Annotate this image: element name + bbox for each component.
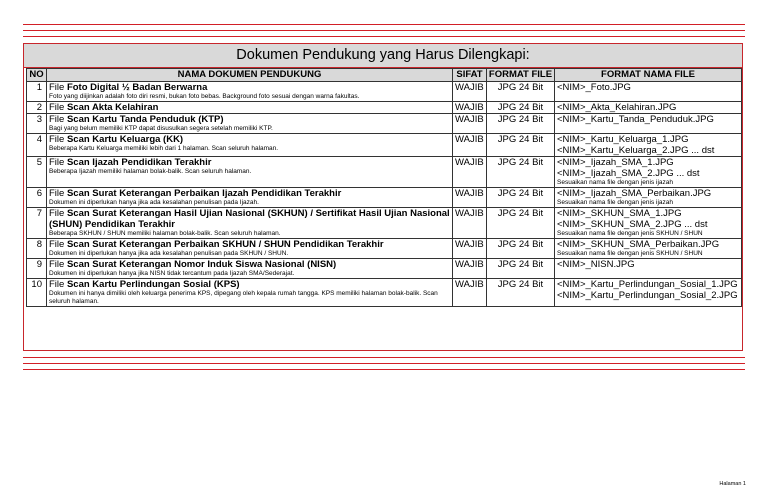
table-row <box>27 114 742 134</box>
document-title: Scan Surat Keterangan Perbaikan Ijazah Pendidikan Terakhir <box>66 188 342 199</box>
filename-cell <box>555 114 742 134</box>
table-row <box>27 188 742 208</box>
document-note: Bagi yang belum memiliki KTP dapat disusulkan segera setelah memiliki KTP. <box>49 125 273 132</box>
filename-cell <box>555 259 742 279</box>
format-cell: JPG 24 Bit <box>487 82 555 102</box>
document-title: Scan Kartu Perlindungan Sosial (KPS) <box>66 279 240 290</box>
document-name <box>49 239 450 250</box>
documents-table <box>26 68 742 307</box>
document-cell <box>47 208 453 239</box>
page-title: Dokumen Pendukung yang Harus Dilengkapi: <box>24 44 742 68</box>
document-prefix: File <box>49 208 67 219</box>
table-body <box>27 82 742 307</box>
document-cell <box>47 239 453 259</box>
document-cell <box>47 114 453 134</box>
header-no: NO <box>27 69 47 82</box>
filename-note: Sesuaikan nama file dengan jenis SKHUN / SHUN <box>557 250 703 257</box>
row-number: 1 <box>27 82 47 102</box>
row-number: 6 <box>27 188 47 208</box>
document-note: Beberapa Kartu Keluarga memiliki lebih dari 1 halaman. Scan seluruh halaman. <box>49 145 279 152</box>
document-prefix: File <box>49 259 67 270</box>
document-prefix: File <box>49 102 67 113</box>
table-row <box>27 208 742 239</box>
filename-cell <box>555 157 742 188</box>
row-number: 2 <box>27 102 47 114</box>
document-name <box>49 114 450 125</box>
filename-cell <box>555 239 742 259</box>
document-title: Scan Surat Keterangan Perbaikan SKHUN / SHUN Pendidikan Terakhir <box>66 239 384 250</box>
filename-note: Sesuaikan nama file dengan jenis ijazah <box>557 179 673 186</box>
filename-pattern: <NIM>_Ijazah_SMA_1.JPG <box>557 157 674 168</box>
filename-pattern: <NIM>_NISN.JPG <box>557 259 635 270</box>
document-note: Dokumen ini diperlukan hanya jika NISN tidak tercantum pada Ijazah SMA/Sederajat. <box>49 270 295 277</box>
row-number: 5 <box>27 157 47 188</box>
document-note: Dokumen ini hanya dimiliki oleh keluarga penerima KPS, dipegang oleh kepala rumah tangga. KPS memiliki halaman bolak-balik. Scan seluruh halaman. <box>49 290 438 305</box>
document-title: Scan Ijazah Pendidikan Terakhir <box>66 157 212 168</box>
filename-cell <box>555 279 742 307</box>
table-row <box>27 259 742 279</box>
filename-pattern: <NIM>_Kartu_Tanda_Penduduk.JPG <box>557 114 714 125</box>
format-cell: JPG 24 Bit <box>487 259 555 279</box>
format-cell: JPG 24 Bit <box>487 102 555 114</box>
sifat-cell: WAJIB <box>453 279 487 307</box>
page-number: Halaman 1 <box>719 481 746 487</box>
bottom-rule-2 <box>23 363 745 364</box>
document-name <box>49 188 450 199</box>
sifat-cell: WAJIB <box>453 134 487 157</box>
filename-cell <box>555 102 742 114</box>
document-name <box>49 82 450 93</box>
filename-pattern: <NIM>_Akta_Kelahiran.JPG <box>557 102 677 113</box>
table-row <box>27 157 742 188</box>
header-sifat: SIFAT <box>453 69 487 82</box>
sifat-cell: WAJIB <box>453 114 487 134</box>
header-format-file: FORMAT FILE <box>487 69 555 82</box>
document-name <box>49 134 450 145</box>
row-number: 7 <box>27 208 47 239</box>
filename-pattern: <NIM>_Kartu_Keluarga_2.JPG ... dst <box>557 145 715 156</box>
document-cell <box>47 102 453 114</box>
filename-cell <box>555 188 742 208</box>
top-rule-1 <box>23 24 745 25</box>
filename-cell <box>555 208 742 239</box>
document-title: Scan Kartu Keluarga (KK) <box>66 134 184 145</box>
filename-cell <box>555 82 742 102</box>
sifat-cell: WAJIB <box>453 157 487 188</box>
format-cell: JPG 24 Bit <box>487 134 555 157</box>
document-box <box>23 43 743 351</box>
document-prefix: File <box>49 188 67 199</box>
sifat-cell: WAJIB <box>453 239 487 259</box>
sifat-cell: WAJIB <box>453 82 487 102</box>
sifat-cell: WAJIB <box>453 208 487 239</box>
row-number: 3 <box>27 114 47 134</box>
document-title: Foto Digital ½ Badan Berwarna <box>66 82 208 93</box>
header-format-nama-file: FORMAT NAMA FILE <box>555 69 742 82</box>
document-cell <box>47 134 453 157</box>
sifat-cell: WAJIB <box>453 188 487 208</box>
format-cell: JPG 24 Bit <box>487 114 555 134</box>
filename-cell <box>555 134 742 157</box>
filename-pattern: <NIM>_Kartu_Perlindungan_Sosial_1.JPG <box>557 279 738 290</box>
table-row <box>27 279 742 307</box>
document-cell <box>47 259 453 279</box>
document-prefix: File <box>49 114 67 125</box>
document-title: Scan Kartu Tanda Penduduk (KTP) <box>66 114 224 125</box>
format-cell: JPG 24 Bit <box>487 208 555 239</box>
document-prefix: File <box>49 279 67 290</box>
table-row <box>27 239 742 259</box>
document-name <box>49 279 450 290</box>
document-name <box>49 259 450 270</box>
format-cell: JPG 24 Bit <box>487 279 555 307</box>
document-note: Beberapa Ijazah memiliki halaman bolak-balik. Scan seluruh halaman. <box>49 168 252 175</box>
table-row <box>27 134 742 157</box>
filename-pattern: <NIM>_Ijazah_SMA_2.JPG ... dst <box>557 168 700 179</box>
row-number: 4 <box>27 134 47 157</box>
row-number: 9 <box>27 259 47 279</box>
format-cell: JPG 24 Bit <box>487 239 555 259</box>
filename-pattern: <NIM>_SKHUN_SMA_2.JPG ... dst <box>557 219 708 230</box>
table-header-row <box>27 69 742 82</box>
row-number: 10 <box>27 279 47 307</box>
document-note: Foto yang diijinkan adalah foto diri resmi, bukan foto bebas. Background foto sesuai dengan warna fakultas. <box>49 93 360 100</box>
filename-pattern: <NIM>_Foto.JPG <box>557 82 631 93</box>
bottom-rule-3 <box>23 369 745 370</box>
top-rule-3 <box>23 36 745 37</box>
sifat-cell: WAJIB <box>453 259 487 279</box>
format-cell: JPG 24 Bit <box>487 157 555 188</box>
top-rule-2 <box>23 30 745 31</box>
sifat-cell: WAJIB <box>453 102 487 114</box>
filename-note: Sesuaikan nama file dengan jenis SKHUN / SHUN <box>557 230 703 237</box>
document-prefix: File <box>49 239 67 250</box>
filename-note: Sesuaikan nama file dengan jenis ijazah <box>557 199 673 206</box>
document-title: Scan Akta Kelahiran <box>66 102 159 113</box>
table-row <box>27 82 742 102</box>
document-title: Scan Surat Keterangan Hasil Ujian Nasional (SKHUN) / Sertifikat Hasil Ujian Nasional (SHUN) Pendidikan Terakhir <box>49 208 450 230</box>
document-name <box>49 102 450 113</box>
document-name <box>49 157 450 168</box>
document-prefix: File <box>49 82 67 93</box>
document-cell <box>47 157 453 188</box>
document-prefix: File <box>49 134 67 145</box>
format-cell: JPG 24 Bit <box>487 188 555 208</box>
header-nama-dokumen: NAMA DOKUMEN PENDUKUNG <box>47 69 453 82</box>
document-cell <box>47 82 453 102</box>
document-name <box>49 208 450 230</box>
document-note: Dokumen ini diperlukan hanya jika ada kesalahan penulisan pada Ijazah. <box>49 199 259 206</box>
table-row <box>27 102 742 114</box>
filename-pattern: <NIM>_Kartu_Keluarga_1.JPG <box>557 134 689 145</box>
filename-pattern: <NIM>_Kartu_Perlindungan_Sosial_2.JPG <box>557 290 738 301</box>
document-cell <box>47 188 453 208</box>
document-title: Scan Surat Keterangan Nomor Induk Siswa Nasional (NISN) <box>66 259 337 270</box>
document-note: Dokumen ini diperlukan hanya jika ada kesalahan penulisan pada SKHUN / SHUN. <box>49 250 289 257</box>
document-note: Beberapa SKHUN / SHUN memiliki halaman bolak-balik. Scan seluruh halaman. <box>49 230 281 237</box>
filename-pattern: <NIM>_SKHUN_SMA_1.JPG <box>557 208 682 219</box>
filename-pattern: <NIM>_SKHUN_SMA_Perbaikan.JPG <box>557 239 720 250</box>
row-number: 8 <box>27 239 47 259</box>
document-prefix: File <box>49 157 67 168</box>
bottom-rule-1 <box>23 357 745 358</box>
document-cell <box>47 279 453 307</box>
filename-pattern: <NIM>_Ijazah_SMA_Perbaikan.JPG <box>557 188 712 199</box>
